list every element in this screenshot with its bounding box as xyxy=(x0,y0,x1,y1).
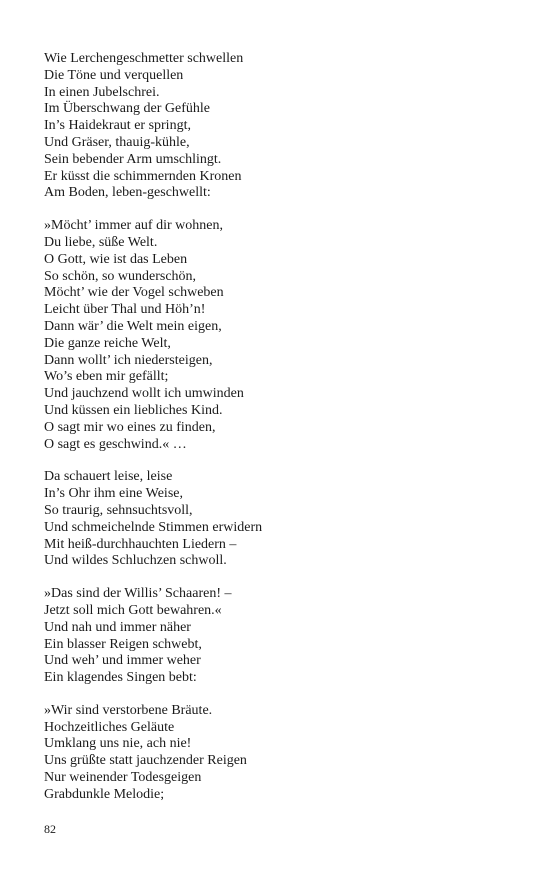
verse-line: Möcht’ wie der Vogel schweben xyxy=(44,285,224,301)
verse-line: In’s Ohr ihm eine Weise, xyxy=(44,486,183,502)
verse-line: Wie Lerchengeschmetter schwellen xyxy=(44,51,244,66)
poem-body xyxy=(44,51,514,820)
stanza-3 xyxy=(44,469,514,570)
verse-line: Ein blasser Reigen schwebt, xyxy=(44,636,202,652)
verse-line: Dann wär’ die Welt mein eigen, xyxy=(44,318,222,334)
verse-line: Und schmeichelnde Stimmen erwidern xyxy=(44,519,263,535)
verse-line: So traurig, sehnsuchtsvoll, xyxy=(44,502,193,518)
verse-line: Mit heiß-durchhauchten Liedern – xyxy=(44,536,237,552)
verse-line: Und wildes Schluchzen schwoll. xyxy=(44,553,227,569)
verse-line: Du liebe, süße Welt. xyxy=(44,234,158,250)
verse-line: Uns grüßte statt jauchzender Reigen xyxy=(44,753,247,769)
verse-line: O Gott, wie ist das Leben xyxy=(44,251,188,267)
verse-line: Die ganze reiche Welt, xyxy=(44,335,171,351)
verse-line: Im Überschwang der Gefühle xyxy=(44,101,210,117)
verse-line: Und nah und immer näher xyxy=(44,619,191,635)
verse-line: »Das sind der Willis’ Schaaren! – xyxy=(44,586,232,602)
stanza-4 xyxy=(44,586,514,687)
verse-line: Da schauert leise, leise xyxy=(44,469,173,485)
verse-line: O sagt mir wo eines zu finden, xyxy=(44,419,216,435)
verse-line: Sein bebender Arm umschlingt. xyxy=(44,151,222,167)
verse-line: Grabdunkle Melodie; xyxy=(44,786,165,802)
verse-line: Dann wollt’ ich niedersteigen, xyxy=(44,352,213,368)
verse-line: Umklang uns nie, ach nie! xyxy=(44,736,192,752)
verse-line: Hochzeitliches Geläute xyxy=(44,719,175,735)
verse-line: Er küsst die schimmernden Kronen xyxy=(44,168,242,184)
verse-line: Nur weinender Todesgeigen xyxy=(44,770,202,786)
stanza-1 xyxy=(44,51,514,202)
verse-line: »Möcht’ immer auf dir wohnen, xyxy=(44,218,223,234)
verse-line: Am Boden, leben-geschwellt: xyxy=(44,185,211,201)
stanza-5 xyxy=(44,703,514,804)
verse-line: Und Gräser, thauig-kühle, xyxy=(44,134,190,150)
verse-line: O sagt es geschwind.« … xyxy=(44,436,187,452)
page-number: 82 xyxy=(44,822,56,836)
verse-line: Und weh’ und immer weher xyxy=(44,653,201,669)
verse-line: In’s Haidekraut er springt, xyxy=(44,118,191,134)
verse-line: »Wir sind verstorbene Bräute. xyxy=(44,702,213,718)
verse-line: Und jauchzend wollt ich umwinden xyxy=(44,386,244,402)
verse-line: Und küssen ein liebliches Kind. xyxy=(44,402,223,418)
verse-line: Wo’s eben mir gefällt; xyxy=(44,369,169,385)
verse-line: Die Töne und verquellen xyxy=(44,67,184,83)
verse-line: Ein klagendes Singen bebt: xyxy=(44,670,197,686)
verse-line: So schön, so wunderschön, xyxy=(44,268,197,284)
verse-line: Jetzt soll mich Gott bewahren.« xyxy=(44,602,222,618)
stanza-2 xyxy=(44,218,514,453)
verse-line: In einen Jubelschrei. xyxy=(44,84,160,100)
verse-line: Leicht über Thal und Höh’n! xyxy=(44,302,206,318)
